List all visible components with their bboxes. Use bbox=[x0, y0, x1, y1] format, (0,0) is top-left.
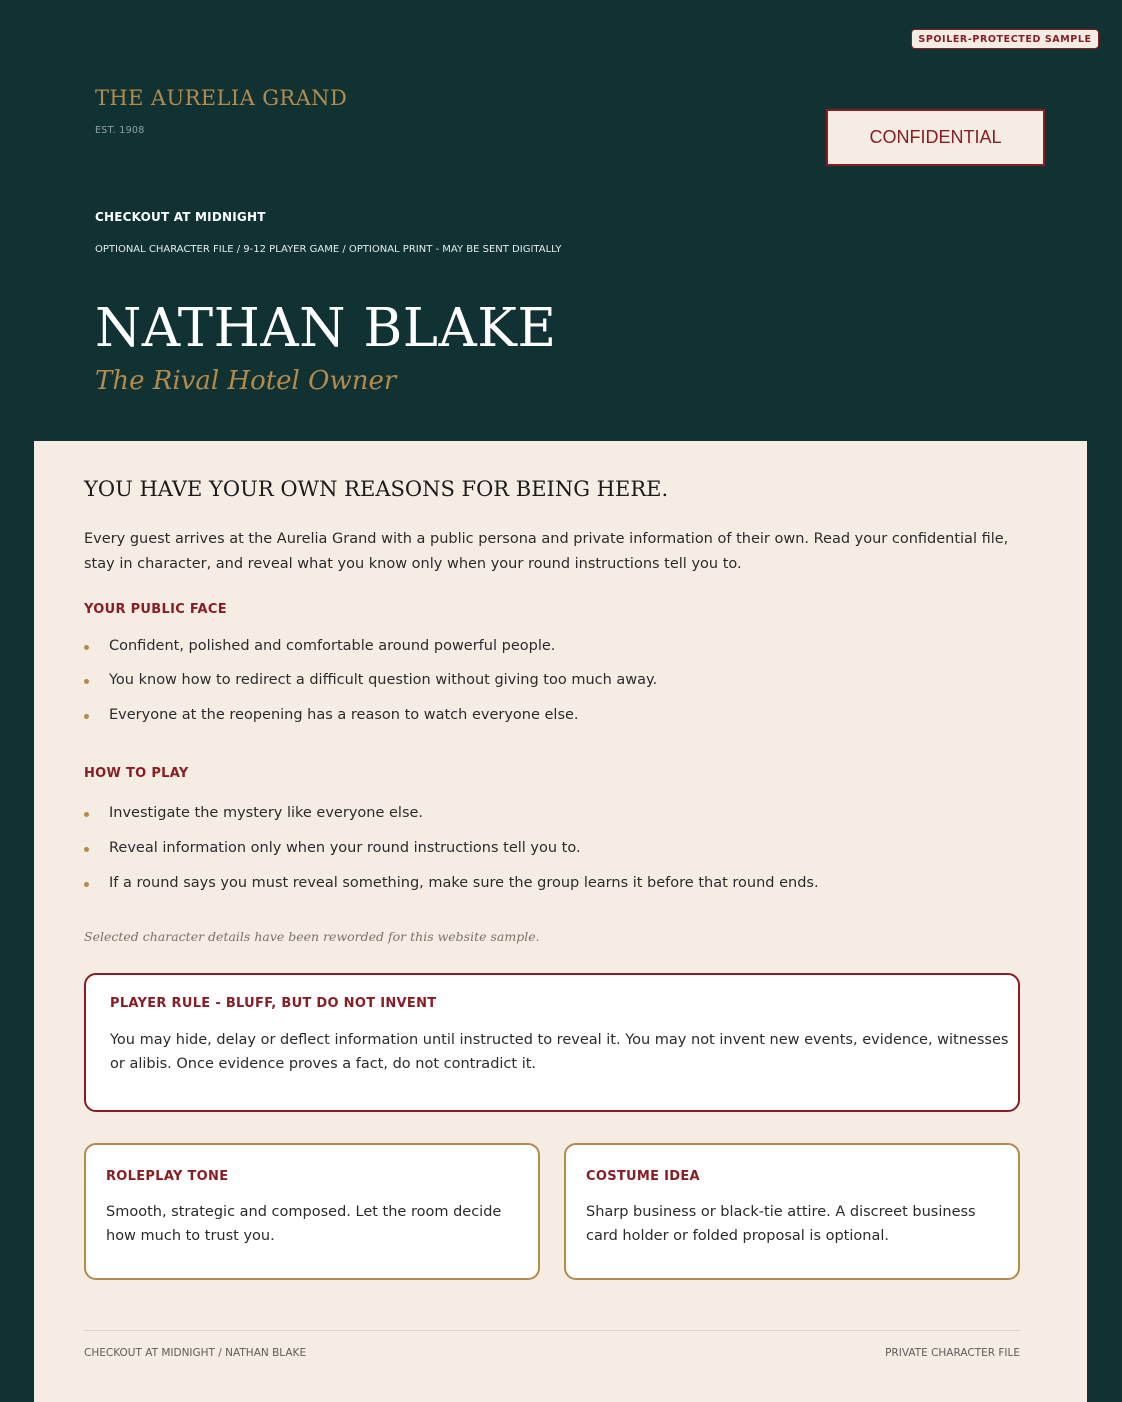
how-to-play-heading: HOW TO PLAY bbox=[84, 766, 189, 781]
list-item-text: Investigate the mystery like everyone else. bbox=[109, 805, 424, 821]
costume-idea-heading: COSTUME IDEA bbox=[586, 1169, 700, 1184]
bullet-dot-icon bbox=[84, 812, 89, 817]
confidential-stamp: CONFIDENTIAL bbox=[826, 109, 1045, 166]
sample-note: Selected character details have been reworded for this website sample. bbox=[84, 929, 540, 944]
costume-idea-card bbox=[564, 1143, 1020, 1280]
bullet-dot-icon bbox=[84, 847, 89, 852]
list-item-text: Confident, polished and comfortable around powerful people. bbox=[109, 638, 556, 654]
list-item bbox=[84, 875, 819, 891]
list-item bbox=[84, 638, 555, 654]
footer-left-text: CHECKOUT AT MIDNIGHT / NATHAN BLAKE bbox=[84, 1347, 307, 1359]
established-year: EST. 1908 bbox=[95, 125, 145, 136]
game-title: CHECKOUT AT MIDNIGHT bbox=[95, 210, 266, 224]
character-role: The Rival Hotel Owner bbox=[95, 366, 397, 396]
list-item bbox=[84, 707, 579, 723]
list-item bbox=[84, 805, 423, 821]
player-rule-heading: PLAYER RULE - BLUFF, BUT DO NOT INVENT bbox=[110, 996, 437, 1011]
list-item-text: If a round says you must reveal something, make sure the group learns it before that round ends. bbox=[109, 875, 819, 891]
bullet-dot-icon bbox=[84, 714, 89, 719]
public-face-heading: YOUR PUBLIC FACE bbox=[84, 602, 227, 617]
list-item bbox=[84, 840, 581, 856]
character-name: NATHAN BLAKE bbox=[95, 298, 557, 359]
list-item bbox=[84, 672, 657, 688]
sheet-headline: YOU HAVE YOUR OWN REASONS FOR BEING HERE. bbox=[84, 477, 669, 501]
list-item-text: Reveal information only when your round instructions tell you to. bbox=[109, 840, 581, 856]
footer-right-text: PRIVATE CHARACTER FILE bbox=[885, 1347, 1020, 1359]
roleplay-tone-card bbox=[84, 1143, 540, 1280]
costume-idea-body: Sharp business or black-tie attire. A discreet business card holder or folded proposal is optional. bbox=[586, 1204, 976, 1244]
bullet-dot-icon bbox=[84, 882, 89, 887]
bullet-dot-icon bbox=[84, 679, 89, 684]
roleplay-tone-heading: ROLEPLAY TONE bbox=[106, 1169, 229, 1184]
player-rule-body: You may hide, delay or deflect information until instructed to reveal it. You may not invent new events, evidence, witnesses or alibis. Once evidence proves a fact, do not contradict it. bbox=[110, 1032, 1009, 1072]
brand-name: THE AURELIA GRAND bbox=[95, 86, 348, 110]
roleplay-tone-body: Smooth, strategic and composed. Let the room decide how much to trust you. bbox=[106, 1204, 502, 1244]
footer-divider bbox=[84, 1330, 1020, 1331]
bullet-dot-icon bbox=[84, 645, 89, 650]
file-meta-line: OPTIONAL CHARACTER FILE / 9-12 PLAYER GAME / OPTIONAL PRINT - MAY BE SENT DIGITALLY bbox=[95, 244, 562, 255]
player-rule-card bbox=[84, 973, 1020, 1112]
list-item-text: You know how to redirect a difficult question without giving too much away. bbox=[109, 672, 658, 688]
spoiler-badge: SPOILER-PROTECTED SAMPLE bbox=[911, 29, 1099, 49]
intro-paragraph: Every guest arrives at the Aurelia Grand with a public persona and private information of their own. Read your confidential file, stay in character, and reveal what you know only when your round instructions tell you to. bbox=[84, 531, 1009, 572]
list-item-text: Everyone at the reopening has a reason to watch everyone else. bbox=[109, 707, 579, 723]
